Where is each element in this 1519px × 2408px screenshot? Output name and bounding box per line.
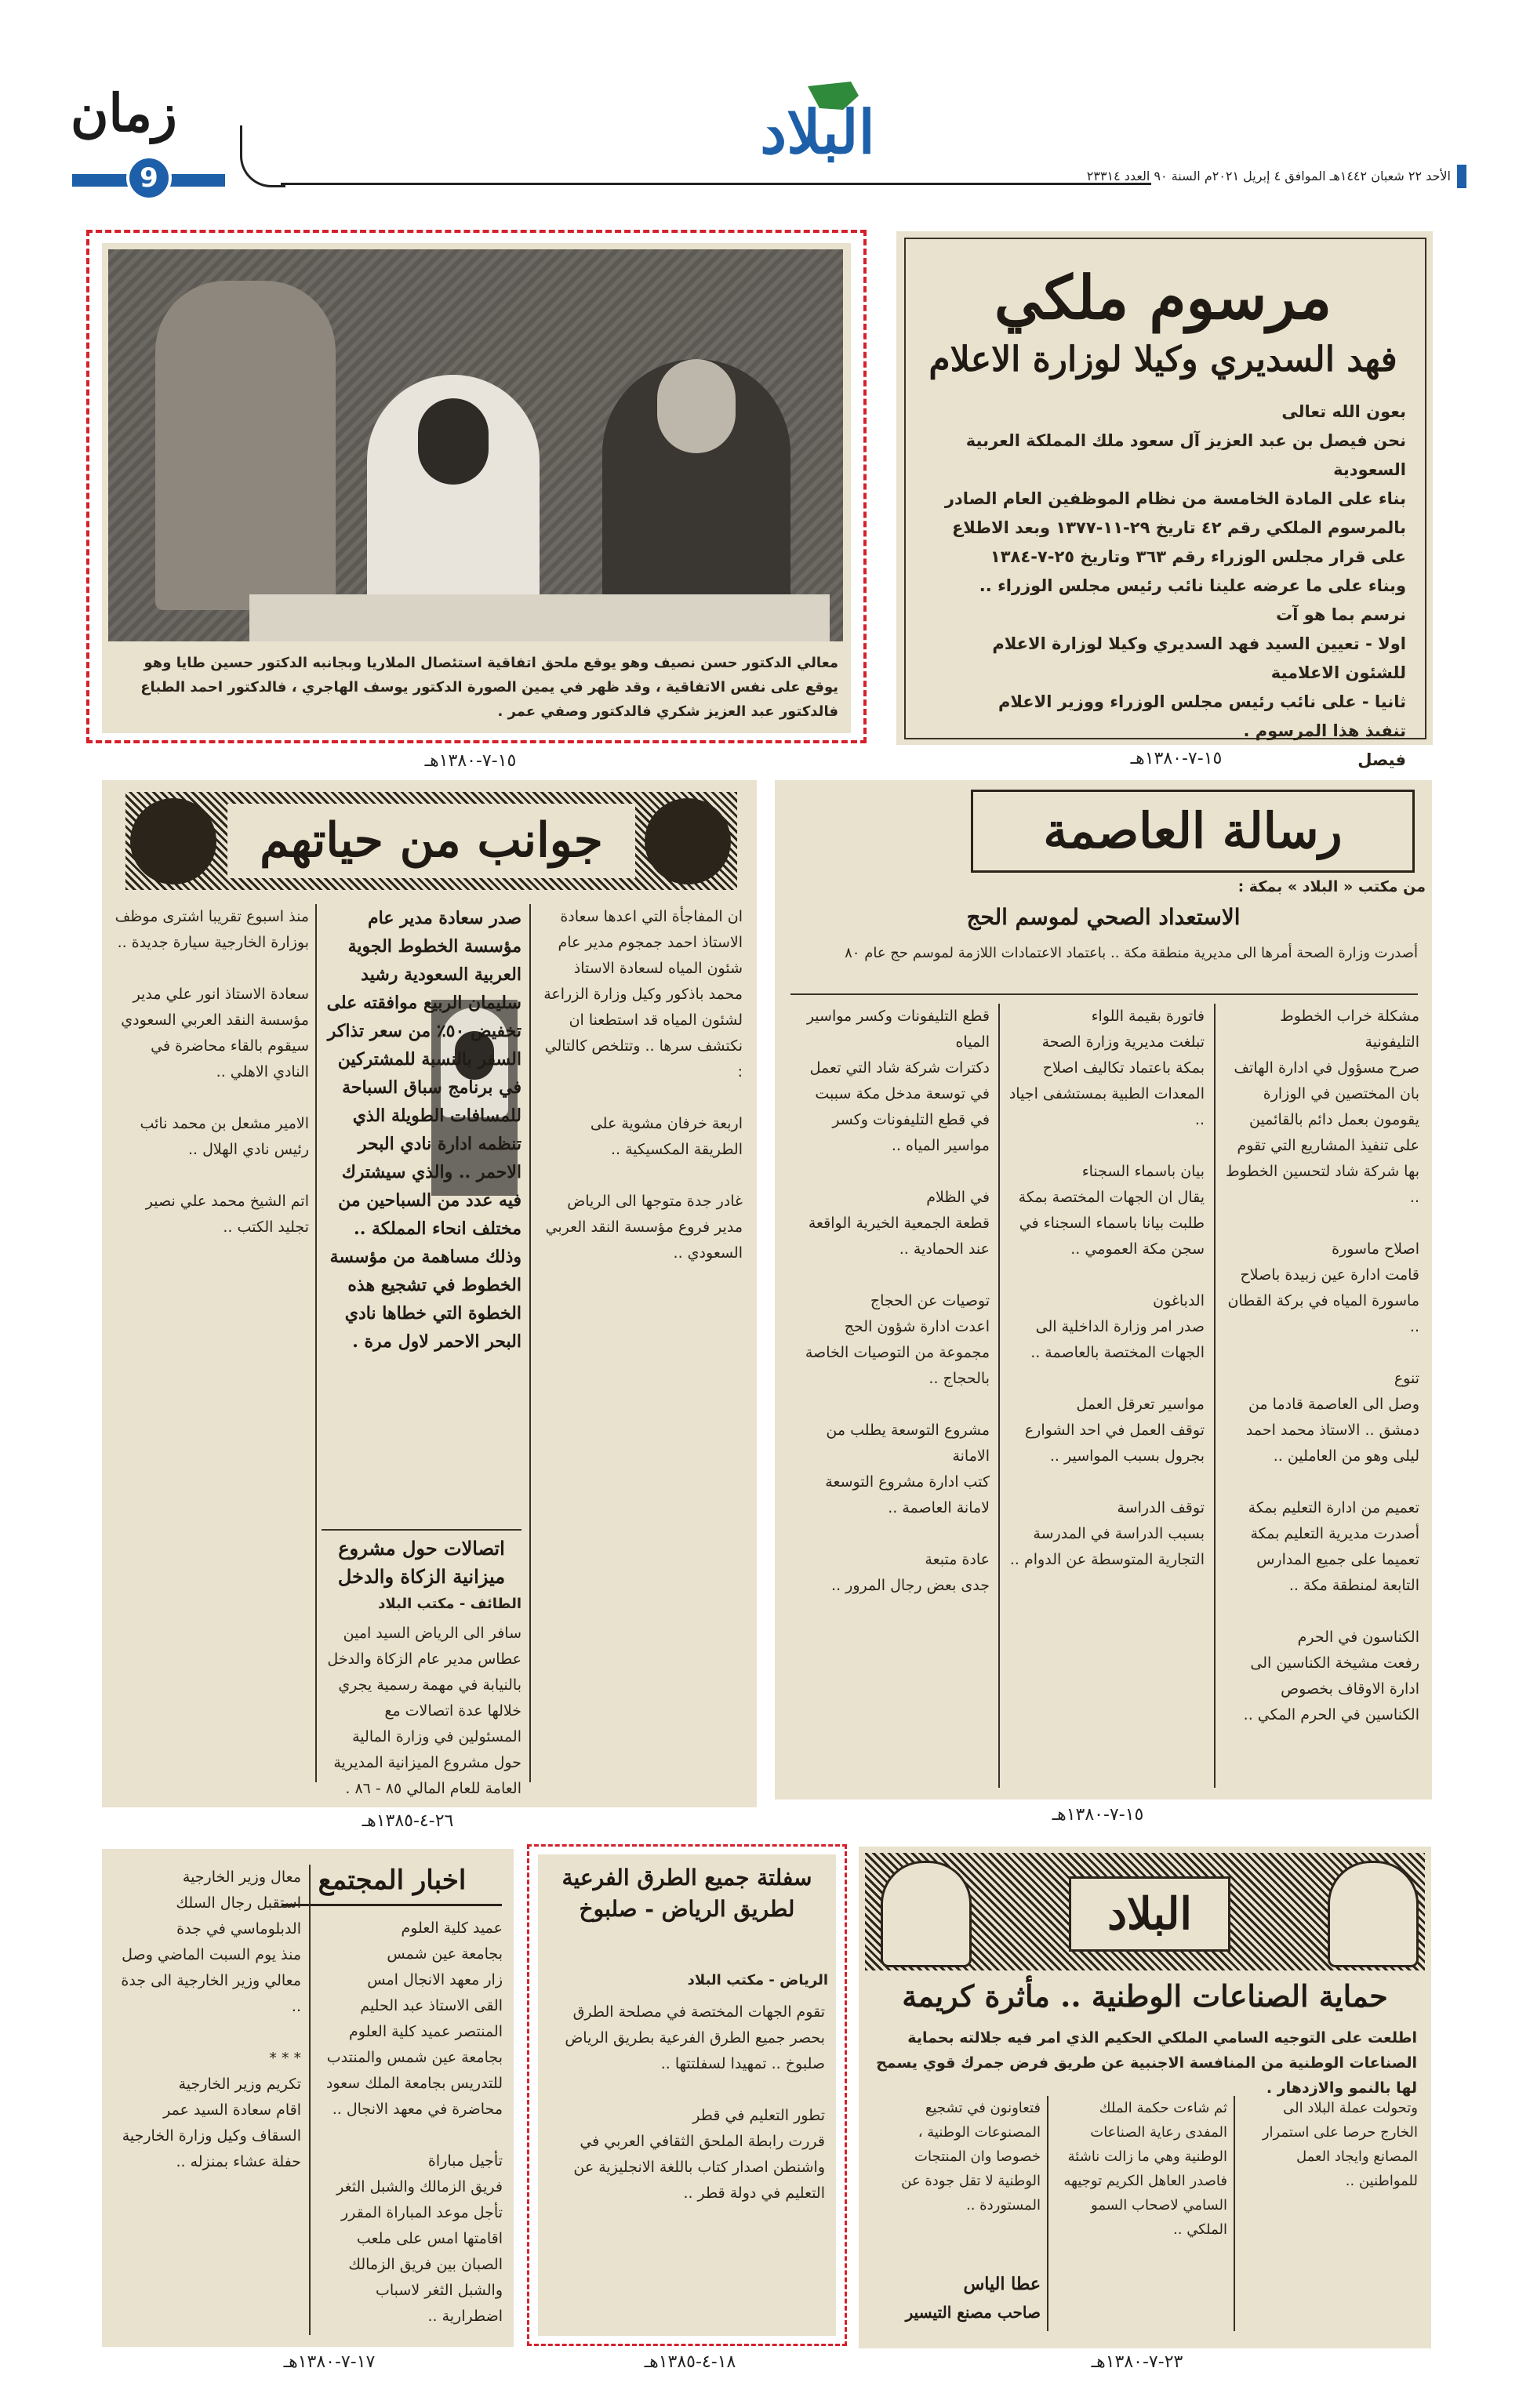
clip-photo	[102, 243, 851, 733]
page-header	[0, 0, 1519, 196]
capital-column-2: فاتورة بقيمة اللواء تبلغت مديرية وزارة الصحة بمكة باعتماد تكاليف اصلاح المعدات الطبية بمستشفى اجياد .. بيان باسماء السجناء يقال ان الجهات المختصة بمكة طلبت بيانا باسماء السجناء في سجن مكة العمومي .. الدباغون صدر امر وزارة الداخلية الى الجهات المختصة بالعاصمة .. مواسير تعرقل العمل توقف العمل في احد الشوارع بجرول بسبب المواسير .. توقف الدراسة بسبب الدراسة في المدرسة التجارية المتوسطة عن الدوام ..	[1008, 1008, 1205, 1568]
sides-date: ٢٦-٤-١٣٨٥هـ	[362, 1811, 454, 1831]
cartoon-figure-left	[881, 1861, 972, 1967]
photo-caption: معالي الدكتور حسن نصيف وهو يوقع ملحق اتفاقية استئصال الملاريا وبجانبه الدكتور حسين طايا وهو يوقع على نفس الاتفاقية ، وقد ظهر في يمين الصورة الدكتور يوسف الهاجري ، فالدكتور احمد الطباع فالدكتور عبد العزيز شكري فالدكتور وصفي عمر .	[140, 655, 838, 720]
sides-column-left: منذ اسبوع تقريبا اشترى موظف بوزارة الخارجية سيارة جديدة .. سعادة الاستاذ انور علي مدير مؤسسة النقد العربي السعودي سيقوم بالقاء محاضرة في النادي الاهلي .. الامير مشعل بن محمد نائب رئيس نادي الهلال .. اتم الشيخ محمد علي نصير تجليد الكتب ..	[114, 908, 309, 1236]
roads-byline: الرياض - مكتب البلاد	[687, 1972, 828, 1989]
person-left-face	[418, 398, 489, 485]
clip-national-industries	[859, 1847, 1431, 2348]
decree-subheadline: فهد السديري وكيلا لوزارة الاعلام	[928, 340, 1397, 380]
capital-column-1: مشكلة خراب الخطوط التليفونية صرح مسؤول في ادارة الهاتف بان المختصين في الوزارة يقومون بعمل دائم بالقائمين على تنفيذ المشاريع التي تقوم بها شركة شاد لتحسين الخطوط .. اصلاح ماسورة قامت ادارة عين زبيدة باصلاح ماسورة المياه في بركة القطان .. تنوع وصل الى العاصمة قادما من دمشق .. الاستاذ محمد احمد ليلى وهو من العاملين .. تعميم من ادارة التعليم بمكة أصدرت مديرية التعليم بمكة تعميما على جميع المدارس التابعة لمنطقة مكة .. الكناسون في الحرم رفعت مشيخة الكناسين الى ادارة الاوقاف بخصوص الكناسين في الحرم المكي ..	[1225, 1008, 1419, 1723]
logo-text: البلاد	[760, 97, 875, 167]
industry-lead: اطلعت على التوجيه السامي الملكي الحكيم الذي امر فيه جلالته بحماية الصناعات الوطنية من المنافسة الاجنبية عن طريق فرض جمرك قوي يسمح لها بالنمو والازدهار .	[870, 2029, 1417, 2097]
sides-sub-body: سافر الى الرياض السيد امين عطاس مدير عام الزكاة والدخل بالنيابة في مهمة رسمية يجري خلالها عدة اتصالات مع المسئولين في وزارة المالية حول مشروع الميزانية المديرية العامة للعام المالي ٨٥ - ٨٦ .	[322, 1625, 521, 1797]
roads-headline: سفلتة جميع الطرق الفرعية لطريق الرياض - صلبوخ	[561, 1865, 812, 1922]
sides-sunburst-icon	[130, 798, 216, 884]
capital-headline-box	[971, 790, 1415, 873]
logo	[733, 78, 902, 165]
clip-roads	[538, 1854, 836, 2336]
decree-body: بعون الله تعالى نحن فيصل بن عبد العزيز آل سعود ملك المملكة العربية السعودية بناء على المادة الخامسة من نظام الموظفين العام الصادر بالمرسوم الملكي رقم ٤٢ تاريخ ٢٩-١١-١٣٧٧ وبعد الاطلاع على قرار مجلس الوزراء رقم ٣٦٣ وتاريخ ٢٥-٧-١٣٨٤ وبناء على ما عرضه علينا نائب رئيس مجلس الوزراء .. نرسم بما هو آت اولا - تعيين السيد فهد السديري وكيلا لوزارة الاعلام للشئون الاعلامية ثانيا - على نائب رئيس مجلس الوزراء ووزير الاعلام تنفيذ هذا المرسوم . فيصل	[944, 402, 1406, 769]
industry-rule-2	[1047, 2096, 1048, 2331]
person-right-face	[657, 359, 736, 453]
community-column-left: معال وزير الخارجية استقبل رجال السلك الدبلوماسي في جدة منذ يوم السبت الماضي وصل معالي وزير الخارجية الى جدة .. * * * تكريم وزير الخارجية اقام سعادة السيد عمر السقاف وكيل وزارة الخارجية حفلة عشاء بمنزله ..	[121, 1869, 301, 2170]
capital-subheadline: الاستعداد الصحي لموسم الحج	[966, 904, 1241, 930]
capital-date: ١٥-٧-١٣٨٠هـ	[1052, 1805, 1144, 1825]
section-title: زمان	[71, 82, 177, 143]
sides-column-right: ان المفاجأة التي اعدها سعادة الاستاذ احمد جمجوم مدير عام شئون المياه لسعادة الاستاذ محمد باذكور وكيل وزارة الزراعة لشئون المياه قد استطعنا ان نكتشف سرها .. وتتلخص كالتالي : اربعة خرفان مشوية على الطريقة المكسيكية .. غادر جدة متوجها الى الرياض مدير فروع مؤسسة النقد العربي السعودي ..	[543, 908, 743, 1262]
sides-sub-rule	[322, 1529, 521, 1531]
industry-masthead: البلاد	[1069, 1876, 1230, 1952]
sides-headline-banner	[125, 792, 737, 890]
clip-sides-of-life	[102, 780, 757, 1807]
issue-line: الأحد ٢٢ شعبان ١٤٤٢هـ الموافق ٤ إبريل ٢٠٢١م السنة ٩٠ العدد ٢٣٣١٤	[1086, 169, 1451, 183]
sides-rule-2	[315, 904, 317, 1782]
capital-headline: رسالة العاصمة	[1043, 802, 1343, 859]
capital-column-3: قطع التليفونات وكسر مواسير المياه دكترات شركة شاد التي تعمل في توسعة مدخل مكة سببت في قطع التليفونات وكسر مواسير المياه .. في الظلام قطعة الجمعية الخيرية الواقعة عند الحمادية .. توصيات عن الحجاج اعدت ادارة شؤون الحج مجموعة من التوصيات الخاصة بالحجاج .. مشروع التوسعة يطلب من الامانة كتب ادارة مشروع التوسعة لامانة العاصمة .. عادة متبعة جدى بعض رجال المرور ..	[805, 1008, 990, 1594]
news-photo	[108, 249, 843, 641]
industry-column-2: ثم شاءت حكمة الملك المفدى رعاية الصناعات الوطنية وهي ما زالت ناشئة فاصدر العاهل الكريم توجيهه السامي لاصحاب السمو الملكي ..	[1059, 2100, 1227, 2238]
page-number: 9	[140, 162, 158, 194]
cartoon-figure-right	[1328, 1861, 1419, 1967]
community-column-right: عميد كلية العلوم بجامعة عين شمس زار معهد الانجال امس القى الاستاذ عبد الحليم المنتصر عميد كلية العلوم بجامعة عين شمس والمنتدب للتدريس بجامعة الملك سعود محاضرة في معهد الانجال .. تأجيل مباراة فريق الزمالك والشبل الثغر تأجل موعد المباراة المقرر اقامتها امس على ملعب الصبان بين فريق الزمالك والشبل الثغر لاسباب اضطرارية ..	[325, 1919, 503, 2325]
capital-intro-rule	[790, 993, 1418, 995]
signing-table	[249, 594, 830, 641]
industry-headline: حماية الصناعات الوطنية .. مأثرة كريمة	[902, 1978, 1388, 2014]
sides-sub-byline: الطائف - مكتب البلاد	[378, 1596, 521, 1612]
issue-info-bar	[1074, 165, 1466, 188]
sides-rule-1	[529, 904, 531, 1782]
roads-date: ١٨-٤-١٣٨٥هـ	[644, 2352, 736, 2372]
clip-community-news	[102, 1849, 514, 2347]
community-headline: اخبار المجتمع	[318, 1865, 467, 1896]
industry-signature: عطا الياس	[963, 2274, 1041, 2294]
industry-rule-1	[1234, 2096, 1235, 2331]
industry-cartoon-banner	[865, 1853, 1425, 1970]
capital-column-rule-2	[998, 1004, 1000, 1788]
sides-headline: جوانب من حياتهم	[227, 804, 635, 878]
capital-byline: من مكتب « البلاد » بمكة :	[1237, 878, 1426, 895]
industry-column-3: فتعاونون في تشجيع المصنوعات الوطنية ، خصوصا وان المنتجات الوطنية لا تقل جودة عن المستوردة ..	[896, 2100, 1041, 2214]
decree-date: ١٥-٧-١٣٨٠هـ	[1130, 749, 1223, 768]
industry-date: ٢٣-٧-١٣٨٠هـ	[1091, 2352, 1183, 2372]
industry-column-1: وتحولت عملة البلاد الى الخارج حرصا على استمرار المصانع وايجاد العمل للمواطنين ..	[1258, 2100, 1418, 2189]
industry-signature-title: صاحب مصنع التيسير	[905, 2303, 1041, 2322]
sides-subheadline: اتصالات حول مشروع ميزانية الزكاة والدخل	[337, 1537, 506, 1588]
capital-intro: أصدرت وزارة الصحة أمرها الى مديرية منطقة مكة .. باعتماد الاعتمادات اللازمة لموسم حج عام ٨٠	[845, 945, 1418, 961]
sides-column-middle: صدر سعادة مدير عام مؤسسة الخطوط الجوية العربية السعودية رشيد سليمان الربيع موافقته على تخفيض ٥٠٪ من سعر تذاكر السفر بالنسبة للمشتركين في برنامج سباق السباحة للمسافات الطويلة الذي تنظمه ادارة نادي البحر الاحمر .. والذي سيشترك فيه عدد من السباحين من مختلف انحاء المملكة .. وذلك مساهمة من مؤسسة الخطوط في تشجيع هذه الخطوة التي خطاها نادي البحر الاحمر لاول مرة .	[320, 908, 521, 1352]
decree-headline: مرسوم ملكي	[994, 263, 1332, 332]
header-divider-curve	[240, 125, 285, 187]
clip-capital-letter	[775, 780, 1432, 1800]
background-figures	[155, 281, 336, 610]
page-number-badge	[126, 155, 172, 201]
community-rule	[309, 1865, 311, 2335]
community-date: ١٧-٧-١٣٨٠هـ	[283, 2352, 376, 2372]
capital-column-rule-1	[1214, 1004, 1216, 1788]
community-headline-box	[282, 1857, 502, 1906]
header-divider-line	[281, 183, 1151, 185]
photo-date: ١٥-٧-١٣٨٠هـ	[424, 751, 517, 771]
roads-body: تقوم الجهات المختصة في مصلحة الطرق بحصر جميع الطرق الفرعية بطريق الرياض صلبوخ .. تمهيدا لسفلتتها .. تطور التعليم في قطر قررت رابطة الملحق الثقافي العربي في واشنطن اصدار كتاب باللغة الانجليزية عن التعليم في دولة قطر ..	[565, 2003, 825, 2202]
sides-sunburst-icon-right	[645, 798, 731, 884]
